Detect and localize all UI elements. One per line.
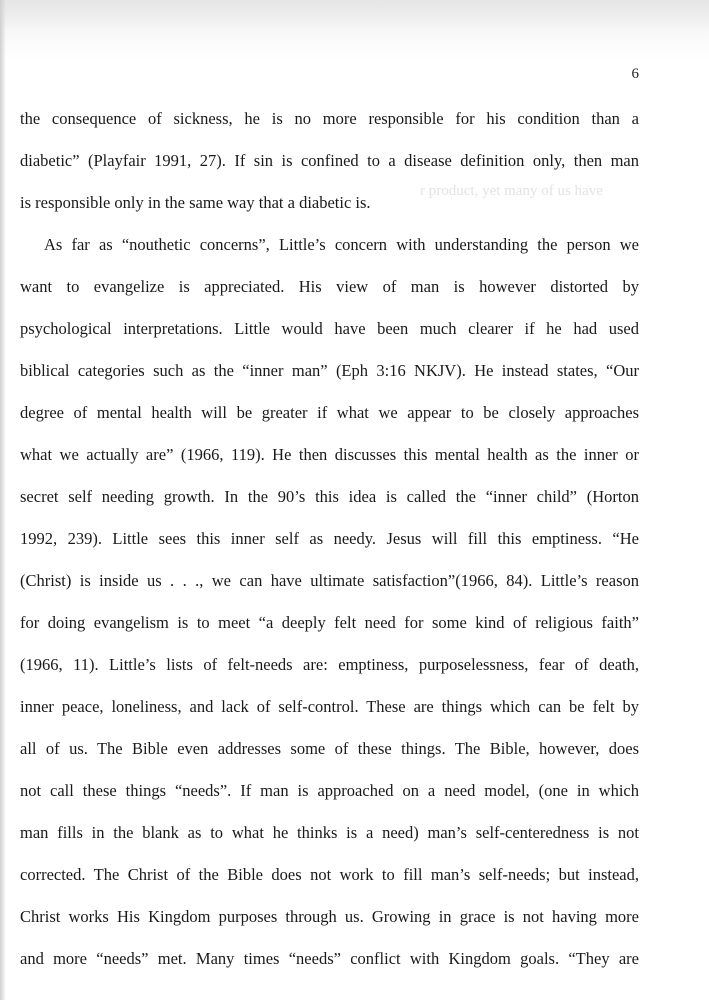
text-line: secret self needing growth. In the 90’s this idea is called the “inner child” (Horton — [20, 487, 639, 506]
body-text — [20, 105, 639, 987]
text-line: As far as “nouthetic concerns”, Little’s concern with understanding the person we — [44, 235, 639, 254]
scan-shadow-top — [0, 0, 709, 30]
text-line: degree of mental health will be greater if what we appear to be closely approaches — [20, 403, 639, 422]
text-line: the consequence of sickness, he is no more responsible for his condition than a — [20, 109, 639, 128]
text-line: all of us. The Bible even addresses some of these things. The Bible, however, does — [20, 739, 639, 758]
text-line: (Christ) is inside us . . ., we can have ultimate satisfaction”(1966, 84). Little’s reason — [20, 571, 639, 590]
page-number: 6 — [631, 66, 639, 82]
text-line: not call these things “needs”. If man is approached on a need model, (one in which — [20, 781, 639, 800]
text-line: Christ works His Kingdom purposes through us. Growing in grace is not having more — [20, 907, 639, 926]
text-line: diabetic” (Playfair 1991, 27). If sin is confined to a disease definition only, then man — [20, 151, 639, 170]
text-line: want to evangelize is appreciated. His view of man is however distorted by — [20, 277, 639, 296]
text-line: 1992, 239). Little sees this inner self as needy. Jesus will fill this emptiness. “He — [20, 529, 639, 548]
text-line: for doing evangelism is to meet “a deeply felt need for some kind of religious faith” — [20, 613, 639, 632]
text-line: corrected. The Christ of the Bible does not work to fill man’s self-needs; but instead, — [20, 865, 639, 884]
scan-shadow-left — [0, 0, 6, 1000]
text-line: is responsible only in the same way that a diabetic is. — [20, 193, 371, 212]
text-line: biblical categories such as the “inner man” (Eph 3:16 NKJV). He instead states, “Our — [20, 361, 639, 380]
bleed-through-text: r product, yet many of us have — [420, 183, 603, 199]
text-line: man fills in the blank as to what he thinks is a need) man’s self-centeredness is not — [20, 823, 639, 842]
text-line: psychological interpretations. Little would have been much clearer if he had used — [20, 319, 639, 338]
text-line: what we actually are” (1966, 119). He then discusses this mental health as the inner or — [20, 445, 639, 464]
text-line: (1966, 11). Little’s lists of felt-needs are: emptiness, purposelessness, fear of death, — [20, 655, 639, 674]
text-line: and more “needs” met. Many times “needs” conflict with Kingdom goals. “They are — [20, 949, 639, 968]
text-line: inner peace, loneliness, and lack of self-control. These are things which can be felt by — [20, 697, 639, 716]
